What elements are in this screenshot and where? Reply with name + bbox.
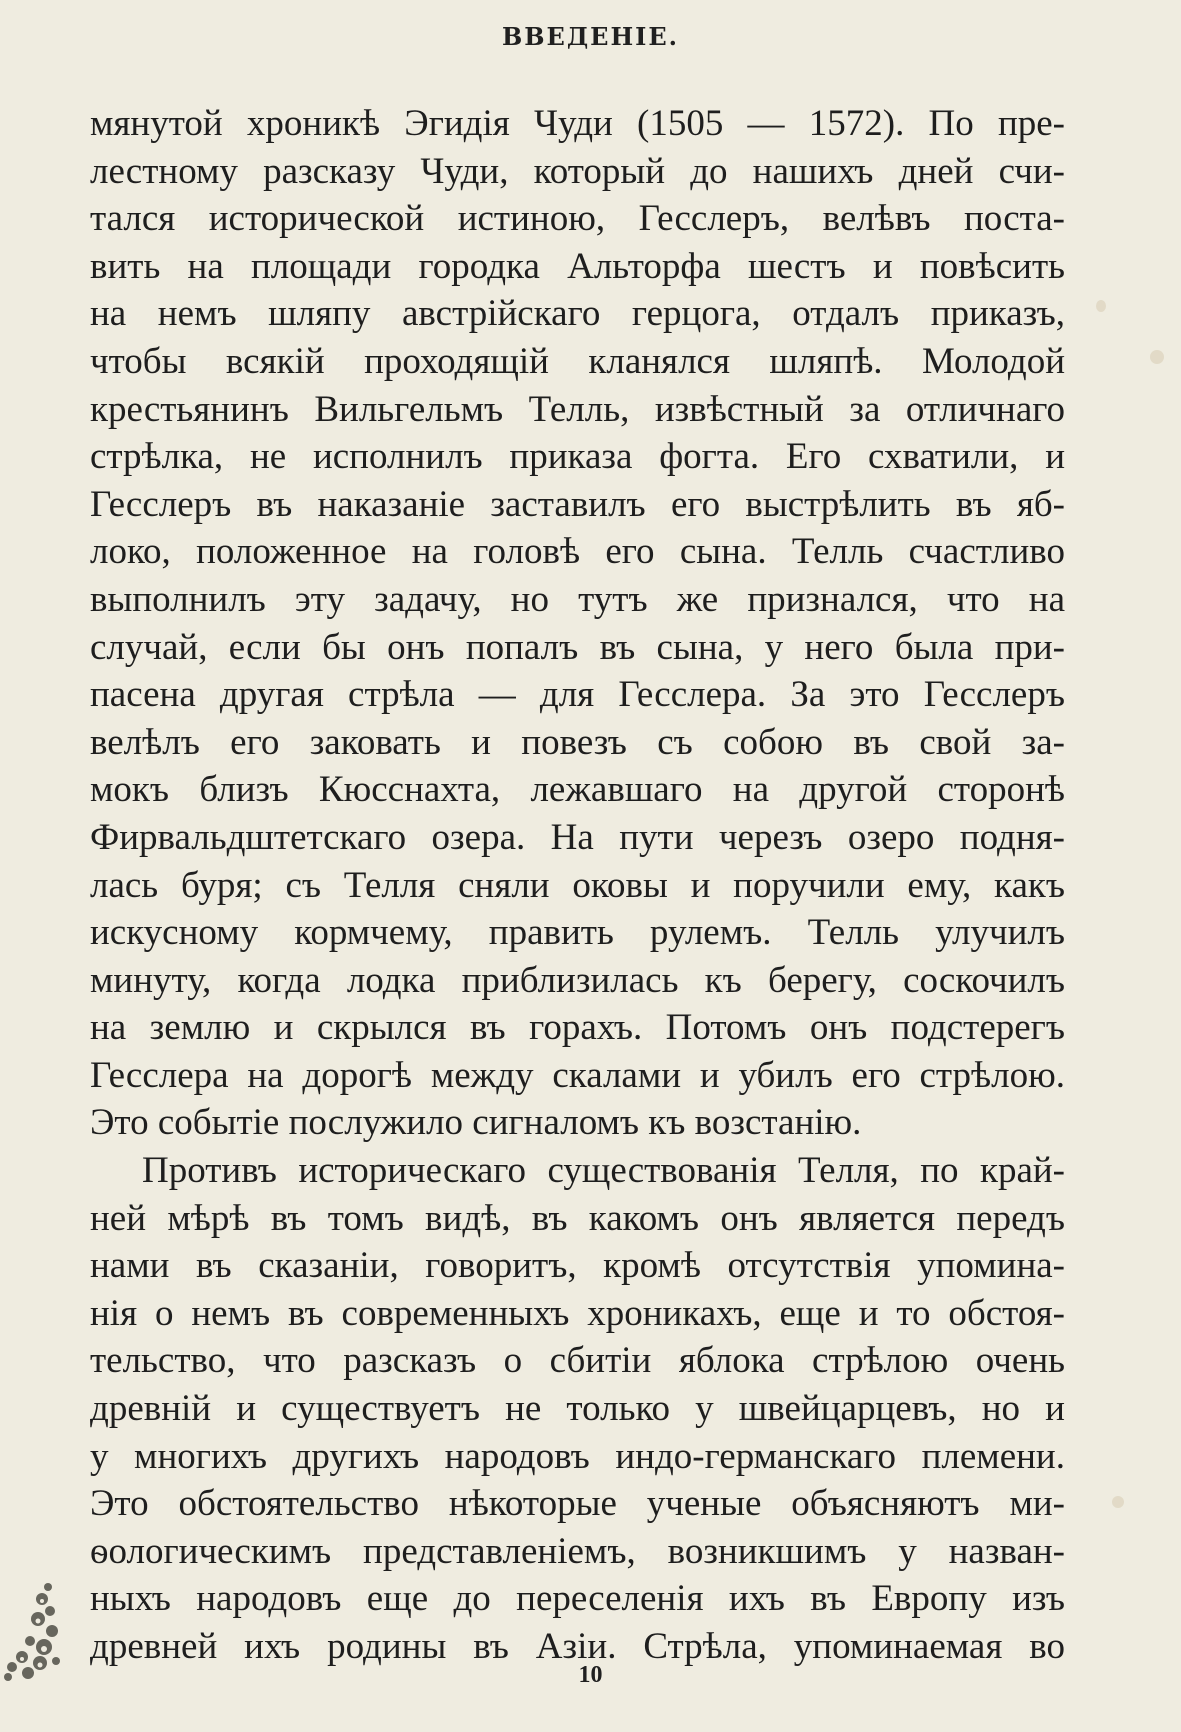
text-line: пасена другая стрѣла — для Гесслера. За это Гесслеръ [90,674,1065,716]
paragraph-end-line: Это событіе послужило сигналомъ къ возстанію. [90,1102,862,1144]
paper-spot [1112,1496,1124,1508]
body-text [90,100,1065,1671]
text-line: искусному кормчему, править рулемъ. Телль улучилъ [90,912,1065,954]
text-line: Гесслера на дорогѣ между скалами и убилъ его стрѣлою. [90,1054,1065,1096]
text-line: велѣлъ его заковать и повезъ съ собою въ свой за- [90,721,1065,763]
text-line: древней ихъ родины въ Азіи. Стрѣла, упоминаемая во [90,1626,1065,1667]
running-header: ВВЕДЕНІЕ. [501,22,680,51]
text-line: тельство, что разсказъ о сбитіи яблока стрѣлою очень [90,1340,1065,1382]
paper-spot [1096,300,1106,312]
text-line: выполнилъ эту задачу, но тутъ же признался, что на [90,578,1065,620]
text-line: вить на площади городка Альторфа шестъ и повѣсить [90,245,1065,287]
paper-spot [1150,350,1164,364]
text-line: ныхъ народовъ еще до переселенія ихъ въ Европу изъ [90,1578,1065,1620]
text-line: мокъ близъ Кюсснахта, лежавшаго на другой сторонѣ [90,769,1065,811]
text-line: ѳологическимъ представленіемъ, возникшимъ у назван- [90,1530,1065,1572]
paragraph-start-line: Противъ историческаго существованія Телля, по край- [142,1150,1065,1192]
text-line: лестному разсказу Чуди, который до нашихъ дней счи- [90,150,1065,192]
text-line: у многихъ другихъ народовъ индо-германскаго племени. [90,1435,1065,1477]
text-line: ней мѣрѣ въ томъ видѣ, въ какомъ онъ является передъ [90,1197,1065,1239]
text-line: нами въ сказаніи, говоритъ, кромѣ отсутствія упомина- [90,1245,1065,1287]
text-line: Фирвальдштетскаго озера. На пути черезъ озеро подня- [90,816,1065,858]
text-line: стрѣлка, не исполнилъ приказа фогта. Его схватили, и [90,436,1065,478]
text-line: Это обстоятельство нѣкоторые ученые объясняютъ ми- [90,1483,1065,1525]
text-line: на немъ шляпу австрійскаго герцога, отдалъ приказъ, [90,293,1065,335]
text-line: древній и существуетъ не только у швейцарцевъ, но и [90,1388,1065,1430]
text-line: чтобы всякій проходящій кланялся шляпѣ. Молодой [90,340,1065,382]
text-line: нія о немъ въ современныхъ хроникахъ, еще и то обстоя- [90,1292,1065,1334]
text-line: Гесслеръ въ наказаніе заставилъ его выстрѣлить въ яб- [90,483,1065,525]
text-line: минуту, когда лодка приблизилась къ берегу, соскочилъ [90,959,1065,1001]
text-line: тался исторической истиною, Гесслеръ, велѣвъ поста- [90,198,1065,240]
text-line: на землю и скрылся въ горахъ. Потомъ онъ подстерегъ [90,1007,1065,1049]
page-number: 10 [578,1662,603,1688]
text-line: лась буря; съ Телля сняли оковы и поручили ему, какъ [90,864,1065,906]
text-line: локо, положенное на головѣ его сына. Телль счастливо [90,531,1065,573]
text-line: случай, если бы онъ попалъ въ сына, у него была при- [90,626,1065,668]
text-line: мянутой хроникѣ Эгидія Чуди (1505 — 1572). По пре- [90,103,1065,144]
text-line: крестьянинъ Вильгельмъ Телль, извѣстный за отличнаго [90,388,1065,430]
